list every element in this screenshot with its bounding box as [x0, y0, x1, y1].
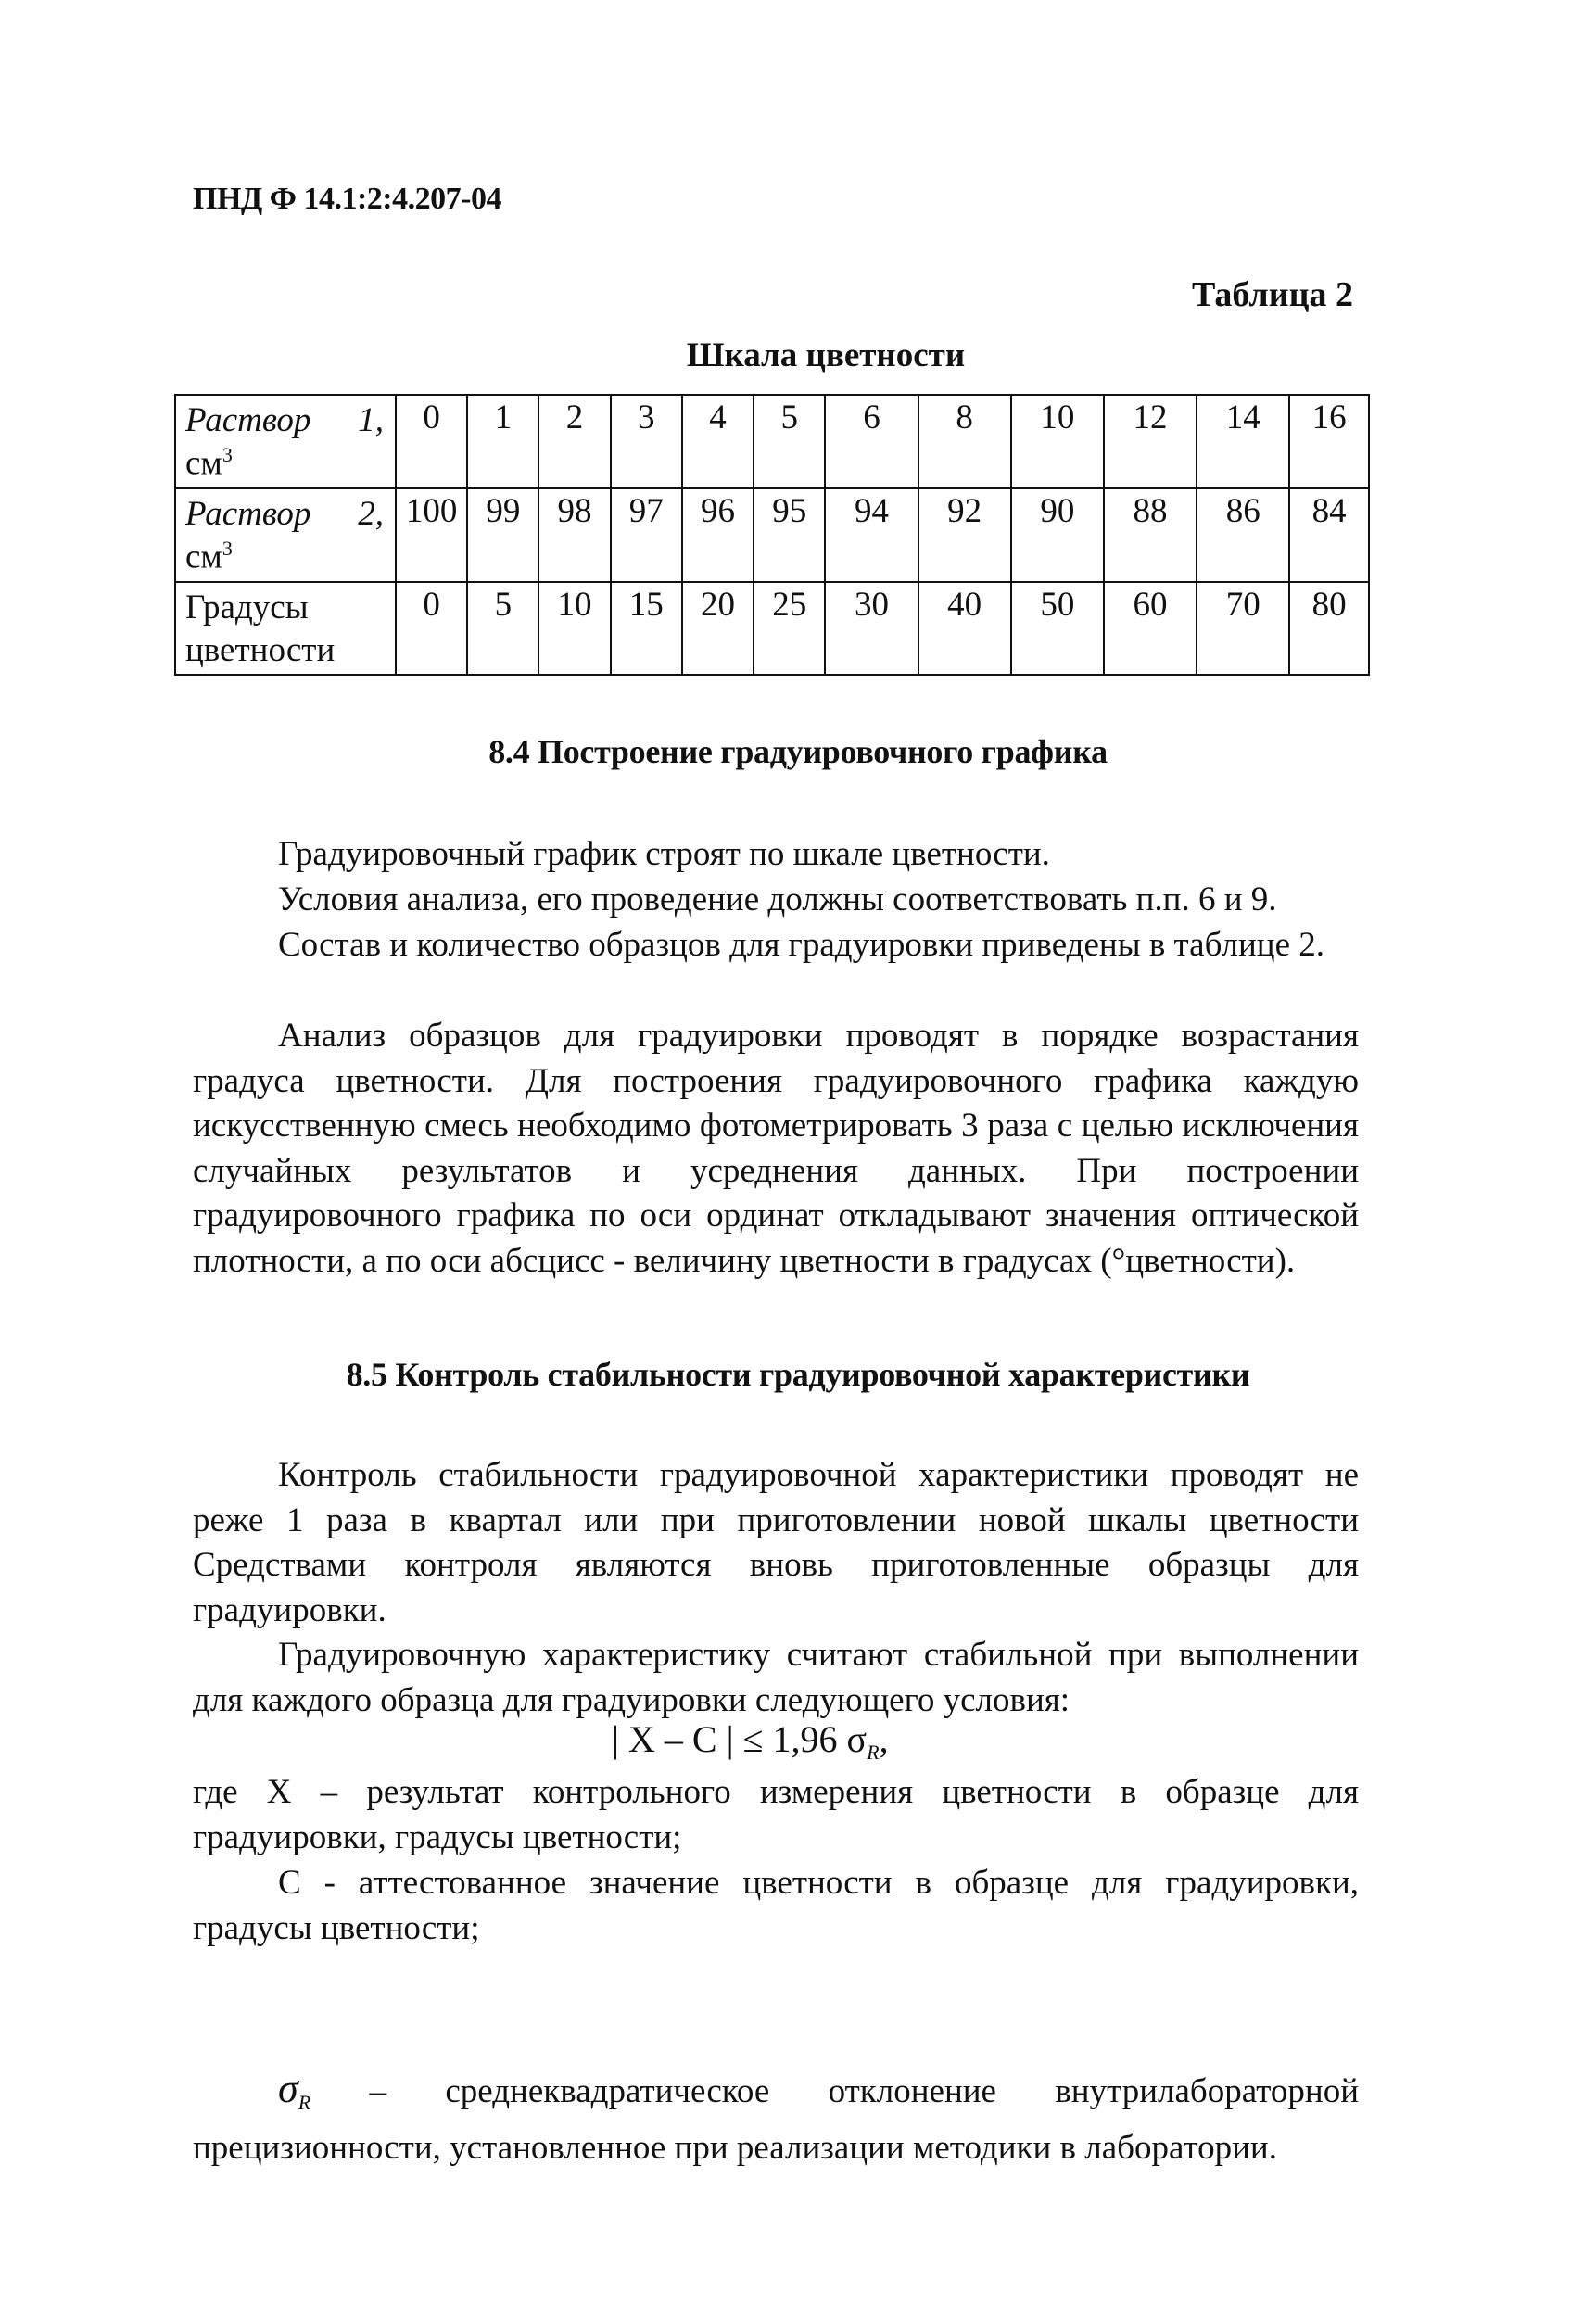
table-cell: 16: [1289, 395, 1369, 488]
section-8-5-paragraph-1: Контроль стабильности градуировочной характеристики проводят не реже 1 раза в квартал или при приготовлении новой шкалы цветности Средствами контроля являются вновь приготовленные образцы для градуировки.: [193, 1456, 1359, 1629]
table-cell: 98: [538, 488, 610, 582]
row-label: [175, 395, 396, 488]
section-8-5-paragraph-4: С - аттестованное значение цветности в образце для градуировки, градусы цветности;: [193, 1864, 1359, 1947]
row-label-name: Раствор: [185, 494, 311, 533]
section-8-4-paragraph-2: Условия анализа, его проведение должны соответствовать п.п. 6 и 9.: [278, 880, 1277, 918]
table-cell: 92: [918, 488, 1011, 582]
sigma-subscript: R: [298, 2091, 311, 2114]
row-label-name: Раствор: [185, 401, 311, 439]
table-cell: 94: [825, 488, 918, 582]
table-cell: 3: [611, 395, 682, 488]
section-8-5-paragraph-3: где X – результат контрольного измерения цветности в образце для градуировки, градусы цветности;: [193, 1773, 1359, 1856]
row-label-number: 1,: [358, 401, 384, 439]
table-cell: 20: [682, 582, 754, 676]
table-cell: 40: [918, 582, 1011, 676]
table-cell: 14: [1197, 395, 1289, 488]
table-cell: 4: [682, 395, 754, 488]
table-cell: 6: [825, 395, 918, 488]
table-cell: 84: [1289, 488, 1369, 582]
table-cell: 0: [396, 582, 467, 676]
table-cell: 100: [396, 488, 467, 582]
row-label: [175, 582, 396, 676]
table-cell: 30: [825, 582, 918, 676]
section-8-5-paragraph-2: Градуировочную характеристику считают стабильной при выполнении для каждого образца для градуировки следующего условия:: [193, 1636, 1359, 1719]
table-title: Шкала цветности: [686, 336, 966, 374]
row-label-line-2: цветности: [185, 630, 336, 669]
table-cell: 10: [1011, 395, 1104, 488]
document-code: ПНД Ф 14.1:2:4.207-04: [193, 182, 501, 216]
table-row: [175, 395, 1369, 488]
table-cell: 8: [918, 395, 1011, 488]
table-cell: 5: [754, 395, 825, 488]
row-label-number: 2,: [358, 494, 384, 533]
formula-subscript: R: [867, 1741, 880, 1764]
table-row: [175, 582, 1369, 676]
table-cell: 50: [1011, 582, 1104, 676]
table-cell: 5: [467, 582, 538, 676]
formula-main: | X – C | ≤ 1,96 σ: [612, 1718, 868, 1760]
section-8-4-paragraph-4: Анализ образцов для градуировки проводят в порядке возрастания градуса цветности. Для построения градуировочного графика каждую искусственную смесь необходимо фотометрировать 3 раза с целью исключения случайных результатов и усреднения данных. При построении градуировочного графика по оси ординат откладывают значения оптической плотности, а по оси абсцисс - величину цветности в градусах (°цветности).: [193, 1017, 1359, 1280]
table-cell: 1: [467, 395, 538, 488]
table-number: Таблица 2: [1191, 275, 1353, 314]
row-label: [175, 488, 396, 582]
section-8-5-heading: 8.5 Контроль стабильности градуировочной характеристики: [346, 1356, 1250, 1393]
color-scale-table: [174, 394, 1370, 676]
sigma-definition-text: – среднеквадратическое отклонение внутрилабораторной прецизионности, установленное при реализации методики в лаборатории.: [193, 2072, 1359, 2167]
sigma-symbol: σ: [278, 2066, 298, 2111]
table-cell: 90: [1011, 488, 1104, 582]
table-cell: 0: [396, 395, 467, 488]
row-label-unit: см: [185, 538, 222, 576]
section-8-4-paragraph-3: Состав и количество образцов для градуировки приведены в таблице 2.: [278, 926, 1324, 964]
stability-formula: [612, 1717, 889, 1765]
row-label-unit: см: [185, 444, 222, 483]
table-cell: 96: [682, 488, 754, 582]
table-cell: 60: [1104, 582, 1197, 676]
table-cell: 80: [1289, 582, 1369, 676]
table-cell: 10: [538, 582, 610, 676]
row-label-line-1: Градусы: [185, 588, 309, 627]
section-8-4-paragraph-1: Градуировочный график строят по шкале цветности.: [278, 835, 1050, 873]
table-cell: 97: [611, 488, 682, 582]
table-cell: 12: [1104, 395, 1197, 488]
table-row: [175, 488, 1369, 582]
table-cell: 15: [611, 582, 682, 676]
section-8-4-heading: 8.4 Построение градуировочного графика: [488, 733, 1108, 770]
formula-end: ,: [879, 1718, 889, 1760]
row-label-unit-exponent: 3: [222, 537, 233, 561]
table-cell: 25: [754, 582, 825, 676]
table-cell: 70: [1197, 582, 1289, 676]
row-label-unit-exponent: 3: [222, 443, 233, 467]
table-cell: 2: [538, 395, 610, 488]
table-cell: 86: [1197, 488, 1289, 582]
table-cell: 88: [1104, 488, 1197, 582]
table-cell: 99: [467, 488, 538, 582]
sigma-definition: [193, 2067, 1359, 2171]
table-cell: 95: [754, 488, 825, 582]
